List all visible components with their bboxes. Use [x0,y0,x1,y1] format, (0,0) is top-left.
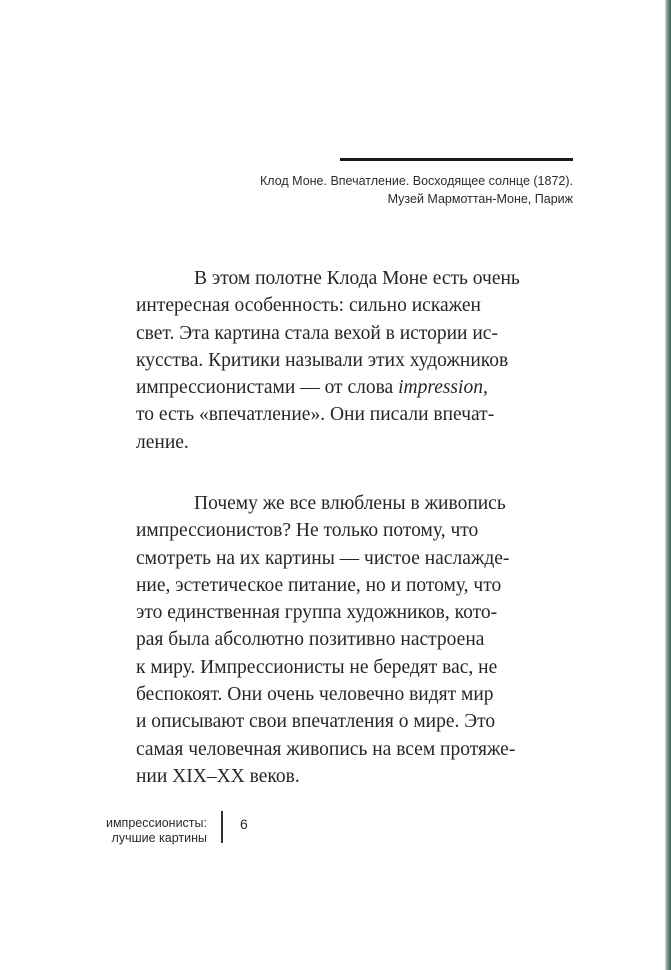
paragraph-line: ление. [136,431,189,453]
paragraph-line: это единственная группа художников, кото- [136,602,498,624]
paragraph-line: нии XIX–XX веков. [136,765,300,787]
paragraph-line: интересная особенность: сильно искажен [136,295,481,317]
page-edge [665,0,671,970]
paragraph-line: свет. Эта картина стала вехой в истории ис- [136,322,498,344]
paragraph-line: самая человечная живопись на всем протяже- [136,738,516,760]
paragraph-line: ние, эстетическое питание, но и потому, что [136,574,502,596]
paragraph-line: рая была абсолютно позитивно настроена [136,629,485,651]
footer-title-line-2: лучшие картины [111,831,207,845]
footer-divider [221,811,223,843]
paragraph-line: беспокоят. Они очень человечно видят мир [136,684,494,706]
caption-line-2: Музей Мармоттан-Моне, Париж [387,192,573,206]
paragraph-2 [136,490,576,790]
paragraph-line: импрессионистов? Не только потому, что [136,520,479,542]
page-number: 6 [240,816,248,832]
paragraph-line: кусства. Критики называли этих художников [136,349,509,371]
paragraph-line [136,374,576,401]
paragraph-1 [136,265,576,456]
paragraph-line: смотреть на их картины — чистое наслажде- [136,547,510,569]
paragraph-line-text: импрессионистами — от слова [136,377,399,399]
running-footer-title [106,816,207,846]
image-caption [260,172,573,208]
paragraph-line: то есть «впечатление». Они писали впечат- [136,404,495,426]
caption-line-1: Клод Моне. Впечатление. Восходящее солнце (1872). [259,174,573,188]
paragraph-line: В этом полотне Клода Моне есть очень [194,268,520,289]
emphasis-word: impression, [398,377,488,399]
paragraph-line: Почему же все влюблены в живопись [194,493,506,514]
footer-title-line-1: импрессионисты: [105,816,207,830]
caption-rule [340,158,573,161]
paragraph-line: к миру. Импрессионисты не бередят вас, не [136,656,498,678]
paragraph-line: и описывают свои впечатления о мире. Это [136,711,496,733]
